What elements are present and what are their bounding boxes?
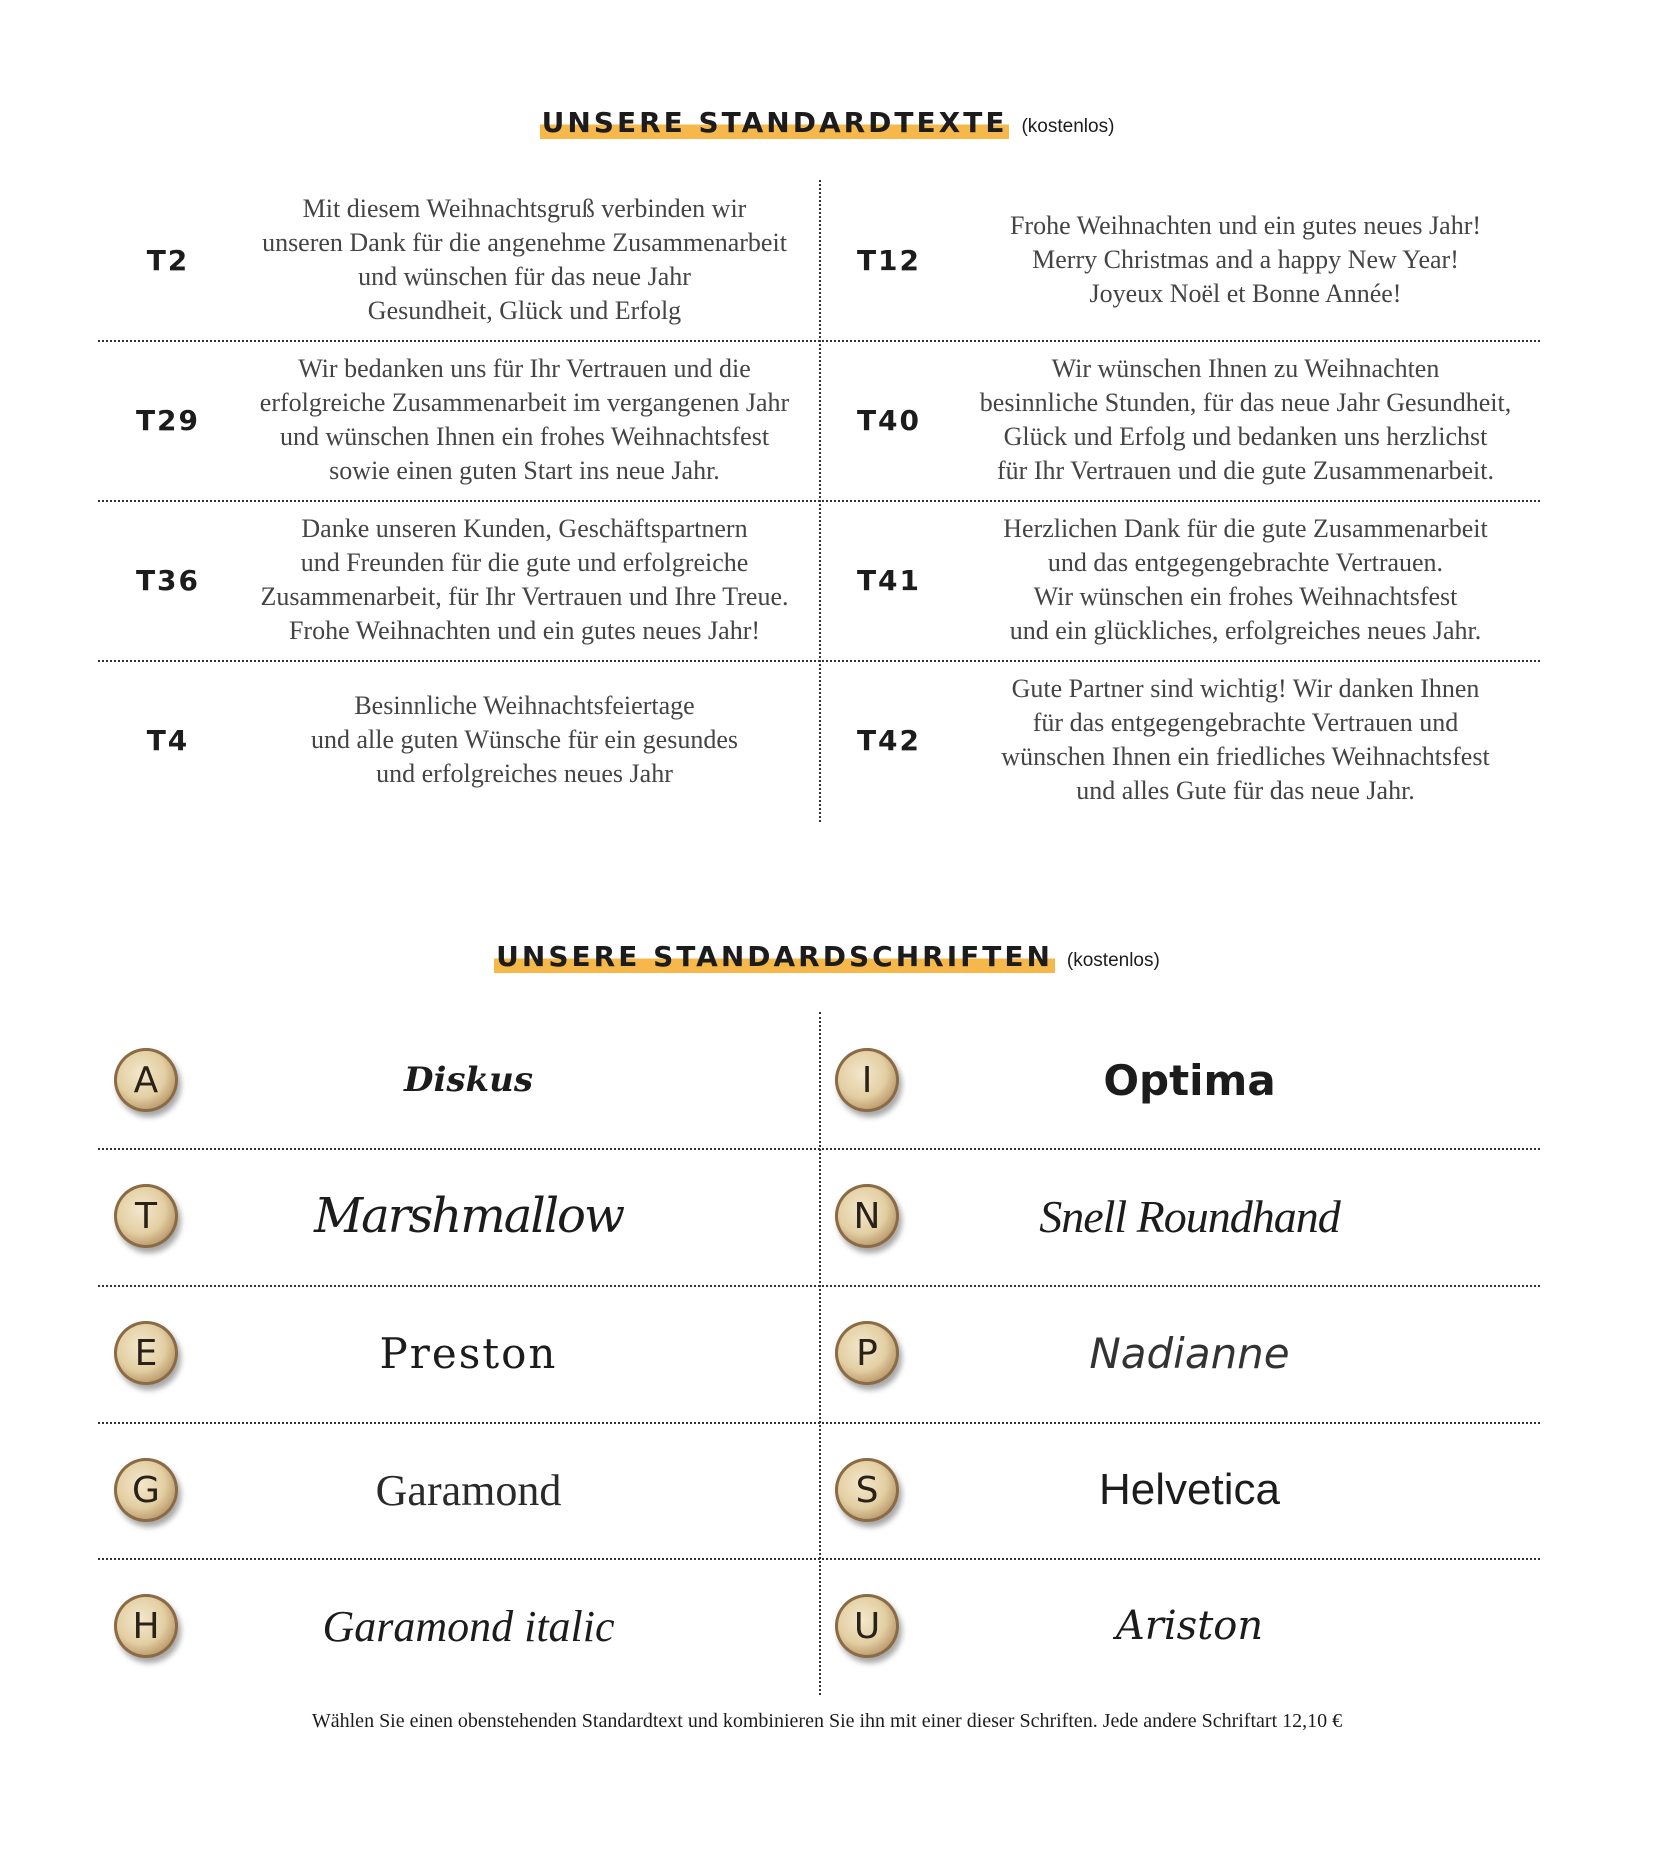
footer-note: Wählen Sie einen obenstehenden Standardtext und kombinieren Sie ihn mit einer dieser Schriften. Jede andere Schriftart 12,10 €: [311, 1710, 1343, 1732]
text-code: T40: [856, 403, 922, 437]
typewriter-key-icon: A: [114, 1048, 178, 1112]
standard-fonts-title: UNSERE STANDARDSCHRIFTEN: [494, 940, 1055, 976]
text-code: T12: [856, 243, 922, 277]
font-sample: Garamond italic: [322, 1601, 615, 1651]
standard-fonts-table: [98, 1012, 1540, 1695]
text-content: Besinnliche Weihnachtsfeiertage und alle guten Wünsche für ein gesundes und erfolgreiches neues Jahr: [311, 691, 738, 788]
font-sample: Nadianne: [1089, 1328, 1290, 1378]
text-code: T41: [856, 563, 922, 597]
text-option-t2[interactable]: [98, 180, 819, 340]
font-sample: Helvetica: [1099, 1465, 1280, 1514]
font-sample: Diskus: [404, 1060, 533, 1100]
font-option-t[interactable]: [98, 1148, 819, 1284]
text-option-t41[interactable]: [819, 500, 1540, 660]
typewriter-key-icon: P: [835, 1321, 899, 1385]
text-option-t29[interactable]: [98, 340, 819, 500]
standard-fonts-heading: [0, 940, 1654, 976]
text-content: Danke unseren Kunden, Geschäftspartnern und Freunden für die gute und erfolgreiche Zusammenarbeit, für Ihr Vertrauen und Ihre Treue. Frohe Weihnachten und ein gutes neues Jahr!: [260, 514, 789, 645]
font-sample: Marshmallow: [313, 1188, 624, 1244]
typewriter-key-icon: E: [114, 1321, 178, 1385]
text-code: T4: [146, 723, 190, 757]
standard-texts-note: (kostenlos): [1021, 116, 1115, 137]
standard-fonts-note: (kostenlos): [1066, 950, 1160, 971]
font-option-p[interactable]: [819, 1285, 1540, 1421]
text-option-t42[interactable]: [819, 660, 1540, 820]
font-option-n[interactable]: [819, 1148, 1540, 1284]
font-sample: Snell Roundhand: [1039, 1190, 1340, 1242]
font-option-u[interactable]: [819, 1558, 1540, 1694]
standard-texts-title: UNSERE STANDARDTEXTE: [540, 106, 1010, 142]
typewriter-key-icon: H: [114, 1594, 178, 1658]
font-sample: Preston: [379, 1328, 558, 1378]
font-option-i[interactable]: [819, 1012, 1540, 1148]
typewriter-key-icon: S: [835, 1458, 899, 1522]
font-option-g[interactable]: [98, 1422, 819, 1558]
text-content: Mit diesem Weihnachtsgruß verbinden wir unseren Dank für die angenehme Zusammenarbeit und wünschen für das neue Jahr Gesundheit, Glück und Erfolg: [262, 194, 787, 325]
text-option-t4[interactable]: [98, 660, 819, 820]
text-code: T42: [856, 723, 922, 757]
standard-texts-table: [98, 180, 1540, 822]
font-option-a[interactable]: [98, 1012, 819, 1148]
typewriter-key-icon: U: [835, 1594, 899, 1658]
text-code: T2: [146, 243, 190, 277]
text-content: Herzlichen Dank für die gute Zusammenarbeit und das entgegengebrachte Vertrauen. Wir wünschen ein frohes Weihnachtsfest und ein glückliches, erfolgreiches neues Jahr.: [1003, 514, 1488, 645]
typewriter-key-icon: G: [114, 1458, 178, 1522]
font-option-h[interactable]: [98, 1558, 819, 1694]
typewriter-key-icon: I: [835, 1048, 899, 1112]
text-code: T36: [135, 563, 201, 597]
text-option-t40[interactable]: [819, 340, 1540, 500]
standard-texts-heading: [0, 106, 1654, 142]
typewriter-key-icon: T: [114, 1184, 178, 1248]
font-option-e[interactable]: [98, 1285, 819, 1421]
text-option-t36[interactable]: [98, 500, 819, 660]
font-sample: Ariston: [1115, 1603, 1264, 1649]
text-content: Frohe Weihnachten und ein gutes neues Jahr! Merry Christmas and a happy New Year! Joyeux Noël et Bonne Année!: [1009, 211, 1482, 308]
typewriter-key-icon: N: [835, 1184, 899, 1248]
text-code: T29: [135, 403, 201, 437]
text-content: Wir wünschen Ihnen zu Weihnachten besinnliche Stunden, für das neue Jahr Gesundheit, Glück und Erfolg und bedanken uns herzlichst für Ihr Vertrauen und die gute Zusammenarbeit.: [979, 354, 1512, 485]
font-sample: Garamond: [375, 1465, 562, 1515]
text-content: Gute Partner sind wichtig! Wir danken Ihnen für das entgegengebrachte Vertrauen und wünschen Ihnen ein friedliches Weihnachtsfest und alles Gute für das neue Jahr.: [1001, 674, 1490, 805]
font-sample: Optima: [1103, 1055, 1276, 1105]
text-content: Wir bedanken uns für Ihr Vertrauen und die erfolgreiche Zusammenarbeit im vergangenen Jahr und wünschen Ihnen ein frohes Weihnachtsfest sowie einen guten Start ins neue Jahr.: [259, 354, 790, 485]
text-option-t12[interactable]: [819, 180, 1540, 340]
font-option-s[interactable]: [819, 1422, 1540, 1558]
